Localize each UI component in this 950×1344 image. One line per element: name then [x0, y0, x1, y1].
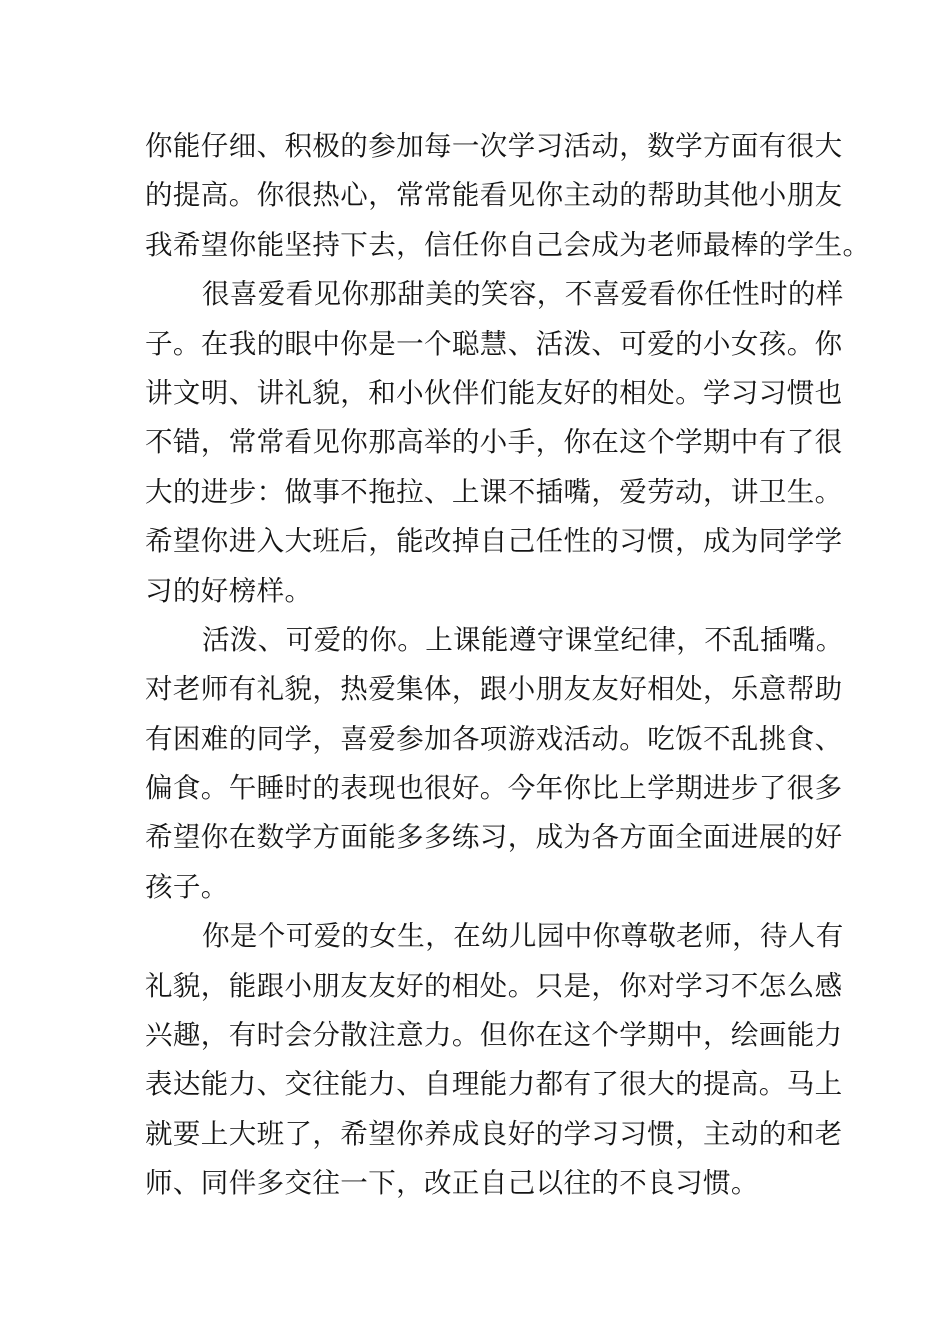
text-line: 礼貌，能跟小朋友友好的相处。只是，你对学习不怎么感: [145, 969, 843, 1002]
text-line: 不错，常常看见你那高举的小手，你在这个学期中有了很: [145, 426, 843, 459]
paragraph-1: [145, 122, 871, 270]
text-line: 习的好榜样。: [145, 574, 313, 607]
text-line: 你能仔细、积极的参加每一次学习活动，数学方面有很大: [145, 130, 843, 162]
text-line: 有困难的同学，喜爱参加各项游戏活动。吃饭不乱挑食、: [145, 722, 843, 755]
text-line: 对老师有礼貌，热爱集体，跟小朋友友好相处，乐意帮助: [145, 673, 843, 706]
text-line: 偏食。午睡时的表现也很好。今年你比上学期进步了很多: [145, 772, 843, 805]
text-line: 很喜爱看见你那甜美的笑容，不喜爱看你任性时的样: [202, 278, 844, 311]
text-line: 兴趣，有时会分散注意力。但你在这个学期中，绘画能力: [145, 1019, 843, 1052]
text-line: 你是个可爱的女生，在幼儿园中你尊敬老师，待人有: [202, 920, 844, 953]
text-line: 就要上大班了，希望你养成良好的学习习惯，主动的和老: [145, 1117, 843, 1150]
document-body: [145, 122, 871, 1209]
text-line: 讲文明、讲礼貌，和小伙伴们能友好的相处。学习习惯也: [145, 376, 843, 409]
text-line: 希望你在数学方面能多多练习，成为各方面全面进展的好: [145, 821, 843, 854]
paragraph-2: [145, 270, 844, 616]
paragraph-3: [145, 616, 844, 912]
text-line: 我希望你能坚持下去，信任你自己会成为老师最棒的学生。: [145, 228, 871, 261]
text-line: 大的进步：做事不拖拉、上课不插嘴，爱劳动，讲卫生。: [145, 475, 843, 508]
text-line: 活泼、可爱的你。上课能遵守课堂纪律，不乱插嘴。: [202, 623, 844, 656]
text-line: 的提高。你很热心，常常能看见你主动的帮助其他小朋友: [145, 179, 843, 212]
text-line: 希望你进入大班后，能改掉自己任性的习惯，成为同学学: [145, 525, 843, 558]
text-line: 表达能力、交往能力、自理能力都有了很大的提高。马上: [145, 1068, 843, 1101]
text-line: 孩子。: [145, 870, 229, 903]
text-line: 子。在我的眼中你是一个聪慧、活泼、可爱的小女孩。你: [145, 327, 843, 360]
paragraph-4: [145, 912, 844, 1208]
text-line: 师、同伴多交往一下，改正自己以往的不良习惯。: [145, 1167, 759, 1200]
